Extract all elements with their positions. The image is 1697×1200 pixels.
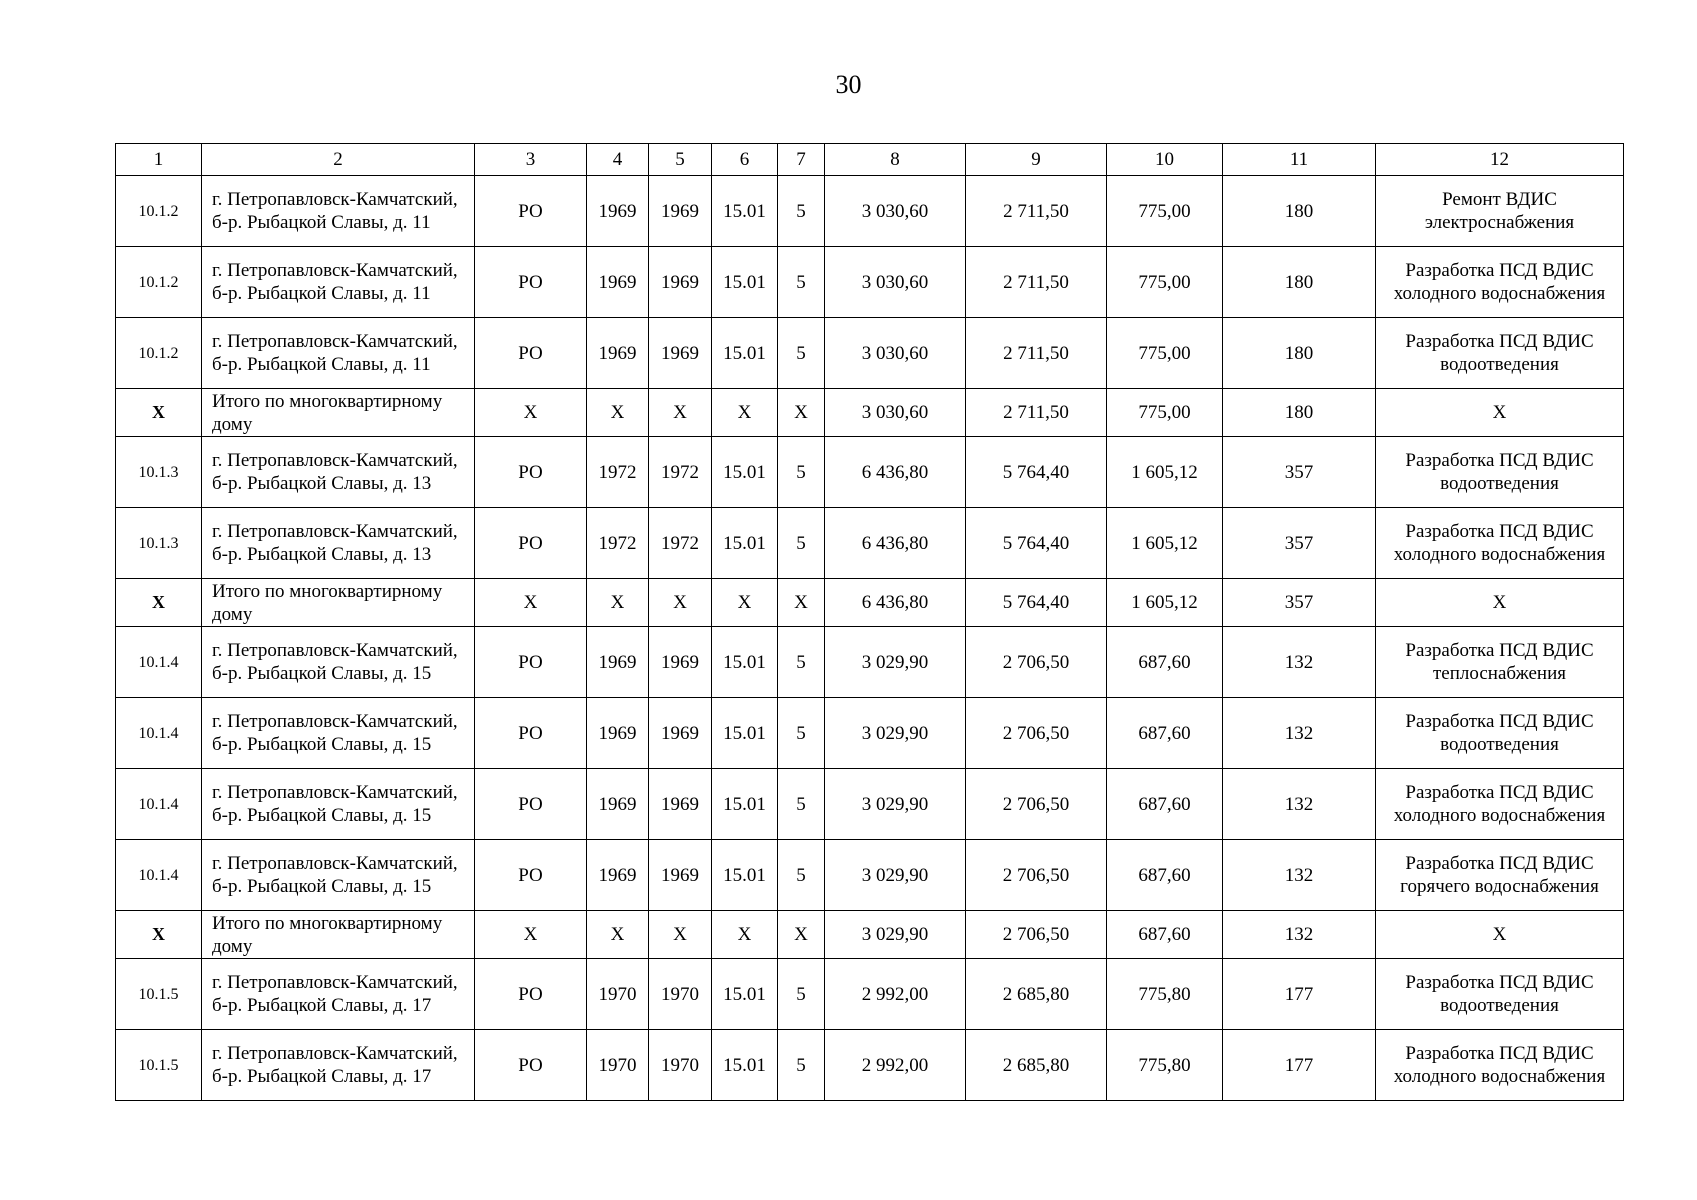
year-cell: X	[587, 579, 649, 627]
item-number-cell: 10.1.2	[116, 318, 202, 389]
year-cell: 1970	[587, 1030, 649, 1101]
table-row	[116, 176, 1624, 247]
nonliving-area-cell: 775,80	[1107, 959, 1223, 1030]
organization-cell: РО	[475, 437, 587, 508]
organization-cell: РО	[475, 959, 587, 1030]
year-cell: 1969	[649, 769, 712, 840]
column-number: 4	[587, 144, 649, 176]
nonliving-area-cell: 687,60	[1107, 840, 1223, 911]
item-number-cell: 10.1.4	[116, 698, 202, 769]
total-area-cell: 3 030,60	[825, 318, 966, 389]
year-cell: 1972	[587, 437, 649, 508]
year-cell: 1969	[649, 318, 712, 389]
year-cell: X	[649, 389, 712, 437]
table-row	[116, 247, 1624, 318]
address-cell: г. Петропавловск-Камчатский, б-р. Рыбацкой Славы, д. 15	[202, 627, 475, 698]
nonliving-area-cell: 775,00	[1107, 318, 1223, 389]
floors-cell: X	[778, 911, 825, 959]
work-type-cell: X	[1376, 389, 1624, 437]
work-type-cell: Разработка ПСД ВДИС холодного водоснабжения	[1376, 769, 1624, 840]
column-number: 1	[116, 144, 202, 176]
year-cell: 1969	[649, 247, 712, 318]
residents-cell: 180	[1223, 247, 1376, 318]
floors-cell: 5	[778, 959, 825, 1030]
year-cell: X	[649, 579, 712, 627]
floors-cell: X	[778, 579, 825, 627]
living-area-cell: 2 711,50	[966, 247, 1107, 318]
total-area-cell: 3 029,90	[825, 911, 966, 959]
residents-cell: 177	[1223, 1030, 1376, 1101]
table-row	[116, 627, 1624, 698]
item-number-cell: 10.1.4	[116, 627, 202, 698]
residents-cell: 132	[1223, 627, 1376, 698]
item-number-cell: X	[116, 579, 202, 627]
wall-material-cell: 15.01	[712, 1030, 778, 1101]
total-row	[116, 389, 1624, 437]
item-number-cell: 10.1.2	[116, 176, 202, 247]
item-number-cell: 10.1.5	[116, 1030, 202, 1101]
residents-cell: 180	[1223, 318, 1376, 389]
floors-cell: 5	[778, 318, 825, 389]
work-type-cell: Разработка ПСД ВДИС холодного водоснабжения	[1376, 247, 1624, 318]
living-area-cell: 2 706,50	[966, 698, 1107, 769]
total-row	[116, 579, 1624, 627]
year-cell: 1972	[649, 508, 712, 579]
wall-material-cell: 15.01	[712, 627, 778, 698]
organization-cell: РО	[475, 247, 587, 318]
address-cell: г. Петропавловск-Камчатский, б-р. Рыбацкой Славы, д. 15	[202, 769, 475, 840]
living-area-cell: 2 711,50	[966, 389, 1107, 437]
wall-material-cell: X	[712, 911, 778, 959]
column-number: 9	[966, 144, 1107, 176]
total-label-cell: Итого по многоквартирному дому	[202, 389, 475, 437]
year-cell: X	[587, 911, 649, 959]
wall-material-cell: 15.01	[712, 318, 778, 389]
nonliving-area-cell: 1 605,12	[1107, 437, 1223, 508]
address-cell: г. Петропавловск-Камчатский, б-р. Рыбацкой Славы, д. 11	[202, 176, 475, 247]
total-area-cell: 6 436,80	[825, 437, 966, 508]
column-number-row	[116, 144, 1624, 176]
living-area-cell: 2 711,50	[966, 318, 1107, 389]
floors-cell: 5	[778, 769, 825, 840]
item-number-cell: 10.1.3	[116, 508, 202, 579]
total-area-cell: 2 992,00	[825, 959, 966, 1030]
nonliving-area-cell: 775,00	[1107, 176, 1223, 247]
year-cell: 1970	[649, 959, 712, 1030]
residents-cell: 180	[1223, 176, 1376, 247]
floors-cell: 5	[778, 176, 825, 247]
year-cell: X	[649, 911, 712, 959]
wall-material-cell: 15.01	[712, 247, 778, 318]
address-cell: г. Петропавловск-Камчатский, б-р. Рыбацкой Славы, д. 17	[202, 959, 475, 1030]
item-number-cell: 10.1.3	[116, 437, 202, 508]
item-number-cell: X	[116, 911, 202, 959]
address-cell: г. Петропавловск-Камчатский, б-р. Рыбацкой Славы, д. 11	[202, 247, 475, 318]
work-type-cell: Разработка ПСД ВДИС теплоснабжения	[1376, 627, 1624, 698]
year-cell: 1972	[587, 508, 649, 579]
year-cell: 1969	[587, 627, 649, 698]
year-cell: 1969	[587, 769, 649, 840]
residents-cell: 180	[1223, 389, 1376, 437]
address-cell: г. Петропавловск-Камчатский, б-р. Рыбацкой Славы, д. 13	[202, 508, 475, 579]
residents-cell: 132	[1223, 840, 1376, 911]
living-area-cell: 5 764,40	[966, 579, 1107, 627]
floors-cell: X	[778, 389, 825, 437]
table-row	[116, 959, 1624, 1030]
total-label-cell: Итого по многоквартирному дому	[202, 911, 475, 959]
item-number-cell: X	[116, 389, 202, 437]
year-cell: 1972	[649, 437, 712, 508]
year-cell: 1970	[587, 959, 649, 1030]
table-row	[116, 769, 1624, 840]
wall-material-cell: 15.01	[712, 508, 778, 579]
wall-material-cell: 15.01	[712, 840, 778, 911]
work-type-cell: Разработка ПСД ВДИС водоотведения	[1376, 959, 1624, 1030]
column-number: 11	[1223, 144, 1376, 176]
total-area-cell: 3 029,90	[825, 698, 966, 769]
work-type-cell: Ремонт ВДИС электроснабжения	[1376, 176, 1624, 247]
work-type-cell: Разработка ПСД ВДИС водоотведения	[1376, 318, 1624, 389]
living-area-cell: 2 685,80	[966, 1030, 1107, 1101]
nonliving-area-cell: 1 605,12	[1107, 579, 1223, 627]
address-cell: г. Петропавловск-Камчатский, б-р. Рыбацкой Славы, д. 17	[202, 1030, 475, 1101]
total-area-cell: 3 030,60	[825, 389, 966, 437]
living-area-cell: 2 706,50	[966, 840, 1107, 911]
column-number: 6	[712, 144, 778, 176]
year-cell: 1969	[587, 698, 649, 769]
total-area-cell: 3 030,60	[825, 247, 966, 318]
year-cell: 1969	[649, 840, 712, 911]
wall-material-cell: 15.01	[712, 698, 778, 769]
floors-cell: 5	[778, 840, 825, 911]
living-area-cell: 2 685,80	[966, 959, 1107, 1030]
residents-cell: 357	[1223, 579, 1376, 627]
column-number: 5	[649, 144, 712, 176]
table-row	[116, 698, 1624, 769]
wall-material-cell: 15.01	[712, 959, 778, 1030]
residents-cell: 132	[1223, 911, 1376, 959]
floors-cell: 5	[778, 437, 825, 508]
item-number-cell: 10.1.5	[116, 959, 202, 1030]
work-type-cell: Разработка ПСД ВДИС водоотведения	[1376, 698, 1624, 769]
column-number: 2	[202, 144, 475, 176]
nonliving-area-cell: 775,80	[1107, 1030, 1223, 1101]
work-type-cell: Разработка ПСД ВДИС горячего водоснабжения	[1376, 840, 1624, 911]
column-number: 3	[475, 144, 587, 176]
year-cell: 1969	[587, 318, 649, 389]
table-row	[116, 508, 1624, 579]
address-cell: г. Петропавловск-Камчатский, б-р. Рыбацкой Славы, д. 15	[202, 698, 475, 769]
repair-program-table	[115, 143, 1624, 1101]
page-number: 30	[835, 70, 862, 99]
organization-cell: РО	[475, 840, 587, 911]
total-area-cell: 3 029,90	[825, 840, 966, 911]
table-row	[116, 318, 1624, 389]
column-number: 10	[1107, 144, 1223, 176]
item-number-cell: 10.1.2	[116, 247, 202, 318]
organization-cell: РО	[475, 1030, 587, 1101]
nonliving-area-cell: 775,00	[1107, 389, 1223, 437]
wall-material-cell: X	[712, 579, 778, 627]
year-cell: X	[587, 389, 649, 437]
column-number: 8	[825, 144, 966, 176]
nonliving-area-cell: 775,00	[1107, 247, 1223, 318]
floors-cell: 5	[778, 1030, 825, 1101]
year-cell: 1969	[649, 176, 712, 247]
nonliving-area-cell: 687,60	[1107, 698, 1223, 769]
floors-cell: 5	[778, 247, 825, 318]
organization-cell: РО	[475, 318, 587, 389]
residents-cell: 357	[1223, 508, 1376, 579]
organization-cell: X	[475, 389, 587, 437]
work-type-cell: Разработка ПСД ВДИС холодного водоснабжения	[1376, 1030, 1624, 1101]
floors-cell: 5	[778, 698, 825, 769]
column-number: 7	[778, 144, 825, 176]
nonliving-area-cell: 687,60	[1107, 911, 1223, 959]
wall-material-cell: 15.01	[712, 176, 778, 247]
residents-cell: 132	[1223, 698, 1376, 769]
organization-cell: РО	[475, 769, 587, 840]
organization-cell: РО	[475, 176, 587, 247]
total-area-cell: 6 436,80	[825, 579, 966, 627]
total-label-cell: Итого по многоквартирному дому	[202, 579, 475, 627]
residents-cell: 357	[1223, 437, 1376, 508]
wall-material-cell: 15.01	[712, 437, 778, 508]
nonliving-area-cell: 687,60	[1107, 627, 1223, 698]
column-number: 12	[1376, 144, 1624, 176]
organization-cell: РО	[475, 698, 587, 769]
wall-material-cell: X	[712, 389, 778, 437]
total-area-cell: 2 992,00	[825, 1030, 966, 1101]
year-cell: 1969	[649, 627, 712, 698]
year-cell: 1969	[587, 176, 649, 247]
address-cell: г. Петропавловск-Камчатский, б-р. Рыбацкой Славы, д. 15	[202, 840, 475, 911]
organization-cell: X	[475, 579, 587, 627]
address-cell: г. Петропавловск-Камчатский, б-р. Рыбацкой Славы, д. 13	[202, 437, 475, 508]
work-type-cell: Разработка ПСД ВДИС холодного водоснабжения	[1376, 508, 1624, 579]
floors-cell: 5	[778, 508, 825, 579]
work-type-cell: X	[1376, 579, 1624, 627]
table-row	[116, 1030, 1624, 1101]
total-area-cell: 3 029,90	[825, 769, 966, 840]
living-area-cell: 5 764,40	[966, 508, 1107, 579]
living-area-cell: 2 711,50	[966, 176, 1107, 247]
living-area-cell: 2 706,50	[966, 911, 1107, 959]
living-area-cell: 2 706,50	[966, 769, 1107, 840]
organization-cell: X	[475, 911, 587, 959]
nonliving-area-cell: 687,60	[1107, 769, 1223, 840]
residents-cell: 177	[1223, 959, 1376, 1030]
item-number-cell: 10.1.4	[116, 769, 202, 840]
floors-cell: 5	[778, 627, 825, 698]
organization-cell: РО	[475, 508, 587, 579]
work-type-cell: X	[1376, 911, 1624, 959]
residents-cell: 132	[1223, 769, 1376, 840]
year-cell: 1969	[587, 247, 649, 318]
item-number-cell: 10.1.4	[116, 840, 202, 911]
work-type-cell: Разработка ПСД ВДИС водоотведения	[1376, 437, 1624, 508]
wall-material-cell: 15.01	[712, 769, 778, 840]
year-cell: 1970	[649, 1030, 712, 1101]
table-row	[116, 840, 1624, 911]
living-area-cell: 2 706,50	[966, 627, 1107, 698]
total-area-cell: 6 436,80	[825, 508, 966, 579]
organization-cell: РО	[475, 627, 587, 698]
year-cell: 1969	[587, 840, 649, 911]
total-area-cell: 3 029,90	[825, 627, 966, 698]
total-row	[116, 911, 1624, 959]
living-area-cell: 5 764,40	[966, 437, 1107, 508]
nonliving-area-cell: 1 605,12	[1107, 508, 1223, 579]
address-cell: г. Петропавловск-Камчатский, б-р. Рыбацкой Славы, д. 11	[202, 318, 475, 389]
table-row	[116, 437, 1624, 508]
total-area-cell: 3 030,60	[825, 176, 966, 247]
year-cell: 1969	[649, 698, 712, 769]
